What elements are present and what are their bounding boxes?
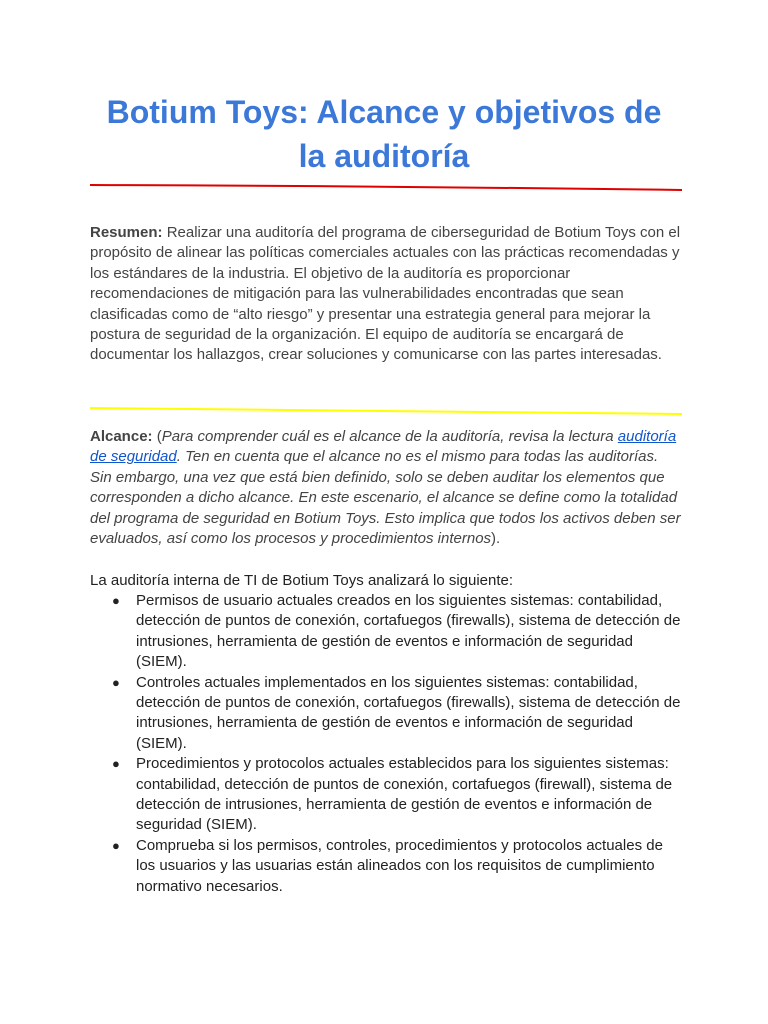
list-item-text: Permisos de usuario actuales creados en los siguientes sistemas: contabilidad, detección de puntos de conexión, cortafuegos (firewalls), sistema de detección de intrusiones, herramienta de gestión de eventos e información de seguridad (SIEM). (136, 592, 681, 671)
list-item (90, 836, 682, 897)
scope-close-paren: ). (491, 530, 501, 548)
summary-text: Realizar una auditoría del programa de ciberseguridad de Botium Toys con el propósito de alinear las políticas comerciales actuales con las prácticas recomendadas y los estándares de la industria. El objetivo de la auditoría es proporcionar recomendaciones de mitigación para las vulnerabilidades encontradas que sean clasificadas como de “alto riesgo” y presentar una estrategia general para mejorar la postura de seguridad de la organización. El equipo de auditoría se encargará de documentar los hallazgos, crear soluciones y comunicarse con las partes interesadas. (90, 224, 681, 364)
page-title: Botium Toys: Alcance y objetivos de la auditoría (106, 94, 662, 174)
security-audit-link[interactable]: auditoría de seguridad (90, 428, 677, 466)
audit-intro: La auditoría interna de TI de Botium Toys analizará lo siguiente: (90, 572, 514, 589)
list-item (90, 754, 682, 836)
list-item (90, 591, 682, 673)
divider-yellow (90, 408, 682, 414)
bullet-icon: ● (112, 674, 120, 690)
list-item-text: Procedimientos y protocolos actuales establecidos para los siguientes sistemas: contabilidad, detección de puntos de conexión, cortafuegos (firewall), sistema de detección de intrusiones, herramienta de gestión de eventos e información de seguridad (SIEM). (136, 755, 673, 834)
scope-paragraph (90, 427, 682, 549)
scope-note-after-link: . Ten en cuenta que el alcance no es el mismo para todas las auditorías. Sin embargo, una vez que está bien definido, solo se deben auditar los elementos que corresponden a dicho alcance. En este escenario, el alcance se define como la totalidad del programa de seguridad en Botium Toys. Esto implica que todos los activos deben ser evaluados, así como los procesos y procedimientos internos (90, 448, 681, 548)
bullet-icon: ● (112, 837, 120, 853)
list-item-text: Controles actuales implementados en los siguientes sistemas: contabilidad, detección de puntos de conexión, cortafuegos (firewalls), sistema de detección de intrusiones, herramienta de gestión de eventos e información de seguridad (SIEM). (136, 673, 681, 752)
scope-label: Alcance: (90, 428, 153, 445)
scope-note-before-link: Para comprender cuál es el alcance de la auditoría, revisa la lectura (161, 428, 618, 445)
bullet-icon: ● (112, 593, 120, 608)
bullet-icon: ● (112, 756, 120, 772)
scope-open-paren: ( (152, 428, 162, 445)
audit-items-list (90, 591, 682, 897)
list-item (90, 673, 682, 755)
list-item-text: Comprueba si los permisos, controles, procedimientos y protocolos actuales de los usuarios y las usuarias están alineados con los requisitos de cumplimiento normativo necesarios. (136, 836, 663, 895)
summary-label: Resumen: (90, 224, 163, 241)
summary-paragraph (90, 223, 682, 366)
